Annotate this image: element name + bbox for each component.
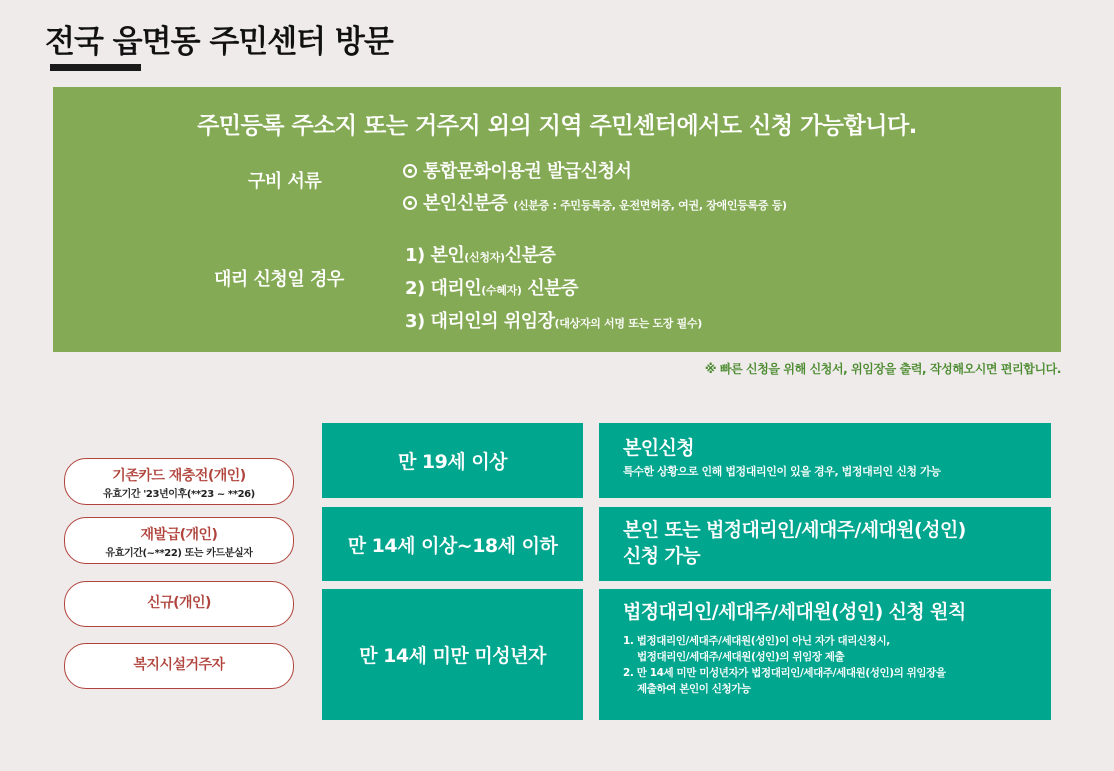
desc-list-line: 제출하여 본인이 신청가능 [637, 683, 751, 695]
desc-list-line: 2. 만 14세 미만 미성년자가 법정대리인/세대주/세대원(성인)의 위임장을 [623, 667, 946, 679]
desc-title: 본인신청 [623, 437, 695, 459]
proxy-item: 1) 본인(신청자)신분증 [405, 245, 556, 266]
tip-note: ※ 빠른 신청을 위해 신청서, 위임장을 출력, 작성해오시면 편리합니다. [704, 362, 1061, 376]
category-new [64, 581, 294, 627]
bullet-icon [403, 196, 417, 210]
age-cell-14-18: 만 14세 이상~18세 이하 [322, 507, 583, 581]
documents-label: 구비 서류 [248, 171, 322, 192]
age-cell-19-plus: 만 19세 이상 [322, 423, 583, 498]
age-cell-under-14: 만 14세 미만 미성년자 [322, 589, 583, 720]
desc-sub: 특수한 상황으로 인해 법정대리인이 있을 경우, 법정대리인 신청 가능 [623, 465, 941, 478]
document-note: (신분증 : 주민등록증, 운전면허증, 여권, 장애인등록증 등) [513, 199, 787, 212]
page-title: 전국 읍면동 주민센터 방문 [45, 24, 393, 60]
category-reissue [64, 517, 294, 564]
category-name: 복지시설거주자 [133, 657, 225, 673]
category-welfare [64, 643, 294, 689]
desc-title: 법정대리인/세대주/세대원(성인) 신청 원칙 [623, 601, 966, 623]
desc-list-line: 1. 법정대리인/세대주/세대원(성인)이 아닌 자가 대리신청시, [623, 635, 890, 647]
proxy-item: 3) 대리인의 위임장(대상자의 서명 또는 도장 필수) [405, 311, 702, 332]
desc-cell-14-18 [599, 507, 1051, 581]
category-name: 재발급(개인) [140, 527, 218, 543]
desc-title-line2: 신청 가능 [623, 545, 701, 567]
document-item: 통합문화이용권 발급신청서 [403, 157, 631, 183]
desc-title-line1: 본인 또는 법정대리인/세대주/세대원(성인) [623, 519, 966, 541]
title-underline [50, 64, 141, 71]
proxy-label: 대리 신청일 경우 [214, 269, 344, 290]
desc-cell-19-plus [599, 423, 1051, 498]
desc-cell-under-14 [599, 589, 1051, 720]
document-item: 본인신분증 (신분증 : 주민등록증, 운전면허증, 여권, 장애인등록증 등) [403, 189, 787, 215]
category-sub: 유효기간 '23년이후(**23 ~ **26) [103, 489, 255, 500]
desc-list-line: 법정대리인/세대주/세대원(성인)의 위임장 제출 [637, 651, 845, 663]
proxy-item: 2) 대리인(수혜자) 신분증 [405, 278, 579, 299]
bullet-icon [403, 164, 417, 178]
requirements-panel [53, 87, 1061, 352]
category-sub: 유효기간(~**22) 또는 카드분실자 [105, 548, 253, 559]
requirements-headline: 주민등록 주소지 또는 거주지 외의 지역 주민센터에서도 신청 가능합니다. [197, 113, 917, 139]
desc-list [623, 633, 1051, 697]
category-recharge [64, 458, 294, 505]
category-name: 기존카드 재충전(개인) [112, 468, 246, 484]
category-name: 신규(개인) [147, 595, 211, 611]
